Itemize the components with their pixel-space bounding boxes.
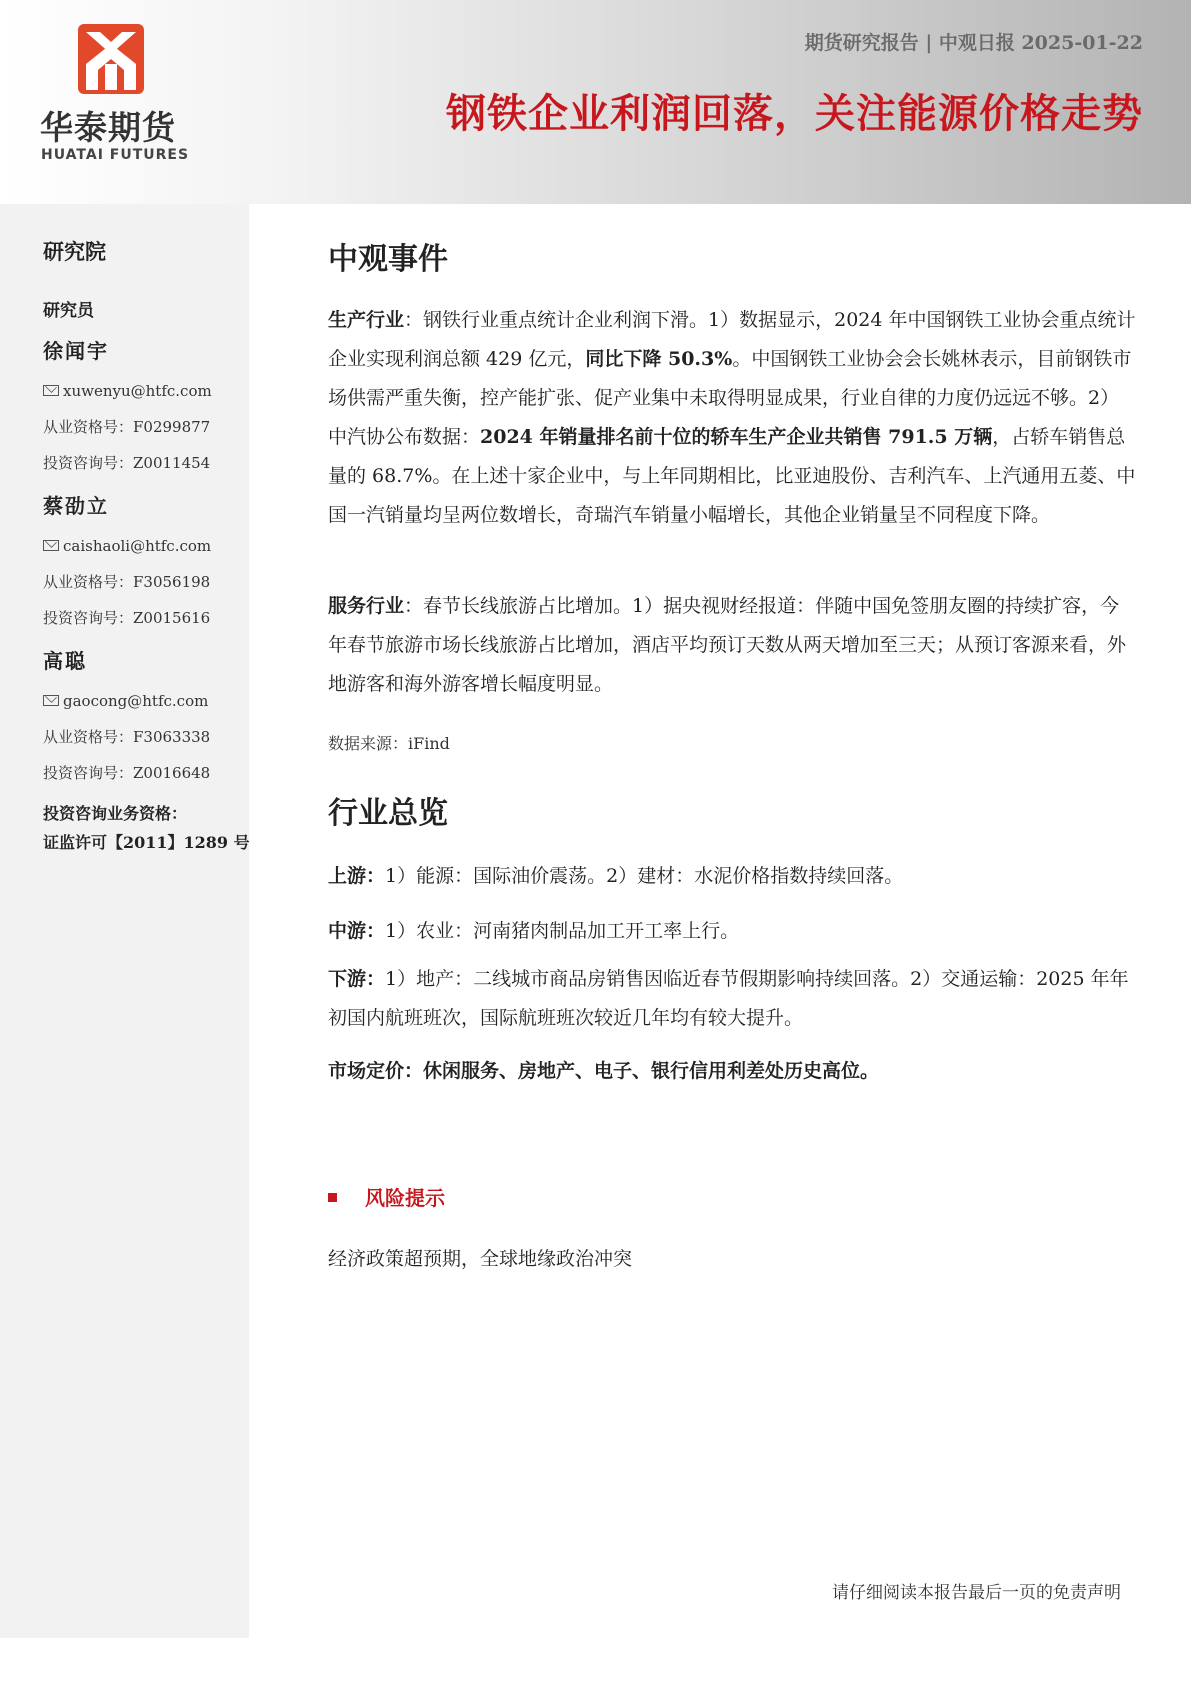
data-source: 数据来源：iFind	[328, 734, 450, 753]
analyst-name: 蔡劭立	[43, 494, 109, 518]
pricing-label: 市场定价：	[328, 1060, 424, 1082]
mail-icon	[43, 385, 59, 396]
analyst-consult: 投资咨询号：Z0015616	[43, 609, 211, 627]
midstream-line	[328, 916, 739, 943]
production-label: 生产行业	[328, 309, 405, 331]
report-title: 钢铁企业利润回落，关注能源价格走势	[446, 91, 1143, 137]
upstream-text: 1）能源：国际油价震荡。2）建材：水泥价格指数持续回落。	[385, 865, 904, 887]
qualification-label: 投资咨询业务资格：	[43, 804, 188, 823]
section-title-overview: 行业总览	[328, 796, 448, 831]
production-highlight: 2024 年销量排名前十位的轿车生产企业共销售 791.5 万辆	[480, 426, 993, 448]
analyst-consult: 投资咨询号：Z0016648	[43, 764, 211, 782]
upstream-label: 上游：	[328, 865, 386, 887]
downstream-text: 1）地产：二线城市商品房销售因临近春节假期影响持续回落。2）交通运输：2025 年年初国内航班班次，国际航班班次较近几年均有较大提升。	[328, 968, 1129, 1029]
analyst-email	[43, 382, 212, 400]
analyst-consult: 投资咨询号：Z0011454	[43, 454, 211, 472]
midstream-text: 1）农业：河南猪肉制品加工开工率上行。	[385, 920, 740, 942]
email-text: xuwenyu@htfc.com	[63, 382, 212, 400]
analyst-license: 从业资格号：F3056198	[43, 573, 211, 591]
analyst-license: 从业资格号：F0299877	[43, 418, 211, 436]
role-label: 研究员	[43, 301, 94, 321]
huatai-logo-icon	[78, 24, 144, 94]
footer-disclaimer: 请仔细阅读本报告最后一页的免责声明	[832, 1583, 1121, 1603]
risk-title: 风险提示	[365, 1186, 445, 1210]
production-text: ，占轿车销售总量的 68.7%。在上述十家企业中，与上年同期相比，比亚迪股份、吉利汽车、上汽通用五菱、中国一汽销量均呈两位数增长，奇瑞汽车销量小幅增长，其他企业销量呈不同程度下降。	[328, 426, 1136, 526]
service-label: 服务行业	[328, 595, 405, 617]
report-type: 期货研究报告 | 中观日报 2025-01-22	[804, 32, 1143, 54]
pricing-line	[328, 1056, 879, 1083]
midstream-label: 中游：	[328, 920, 386, 942]
downstream-paragraph	[328, 960, 1138, 1038]
report-header	[0, 0, 1191, 204]
production-text: 。中国钢铁工业协会会长姚林表示，目前钢铁市场供需严重失衡，控产能扩张、促产业集中未取得明显成果，行业自律的力度仍远远不够。2）中汽协公布数据：	[328, 348, 1132, 448]
email-text: caishaoli@htfc.com	[63, 537, 212, 555]
downstream-label: 下游：	[328, 968, 386, 990]
institute-label: 研究院	[43, 240, 106, 264]
mail-icon	[43, 695, 59, 706]
production-text: ：钢铁行业重点统计企业利润下滑。1）数据显示，2024 年中国钢铁工业协会重点统计企业实现利润总额 429 亿元，	[328, 309, 1136, 370]
production-highlight: 同比下降 50.3%	[585, 348, 733, 370]
sidebar	[0, 204, 249, 1638]
pricing-text: 休闲服务、房地产、电子、银行信用利差处历史高位。	[423, 1060, 880, 1082]
company-logo	[40, 24, 200, 174]
section-title-events: 中观事件	[328, 242, 448, 277]
analyst-email	[43, 537, 211, 555]
qualification-value: 证监许可【2011】1289 号	[43, 833, 250, 852]
logo-chinese-name: 华泰期货	[40, 108, 176, 147]
analyst-name: 高聪	[43, 649, 87, 673]
service-paragraph	[328, 587, 1138, 704]
mail-icon	[43, 540, 59, 551]
analyst-email	[43, 692, 208, 710]
square-bullet-icon	[328, 1193, 337, 1202]
logo-english-name: HUATAI FUTURES	[41, 147, 190, 163]
production-paragraph	[328, 301, 1138, 535]
upstream-line	[328, 861, 903, 888]
analyst-name: 徐闻宇	[43, 339, 109, 363]
analyst-license: 从业资格号：F3063338	[43, 728, 211, 746]
risk-text: 经济政策超预期，全球地缘政治冲突	[328, 1248, 633, 1270]
email-text: gaocong@htfc.com	[63, 692, 209, 710]
service-text: ：春节长线旅游占比增加。1）据央视财经报道：伴随中国免签朋友圈的持续扩容，今年春节旅游市场长线旅游占比增加，酒店平均预订天数从两天增加至三天；从预订客源来看，外地游客和海外游客增长幅度明显。	[328, 595, 1127, 695]
risk-heading	[328, 1182, 445, 1211]
